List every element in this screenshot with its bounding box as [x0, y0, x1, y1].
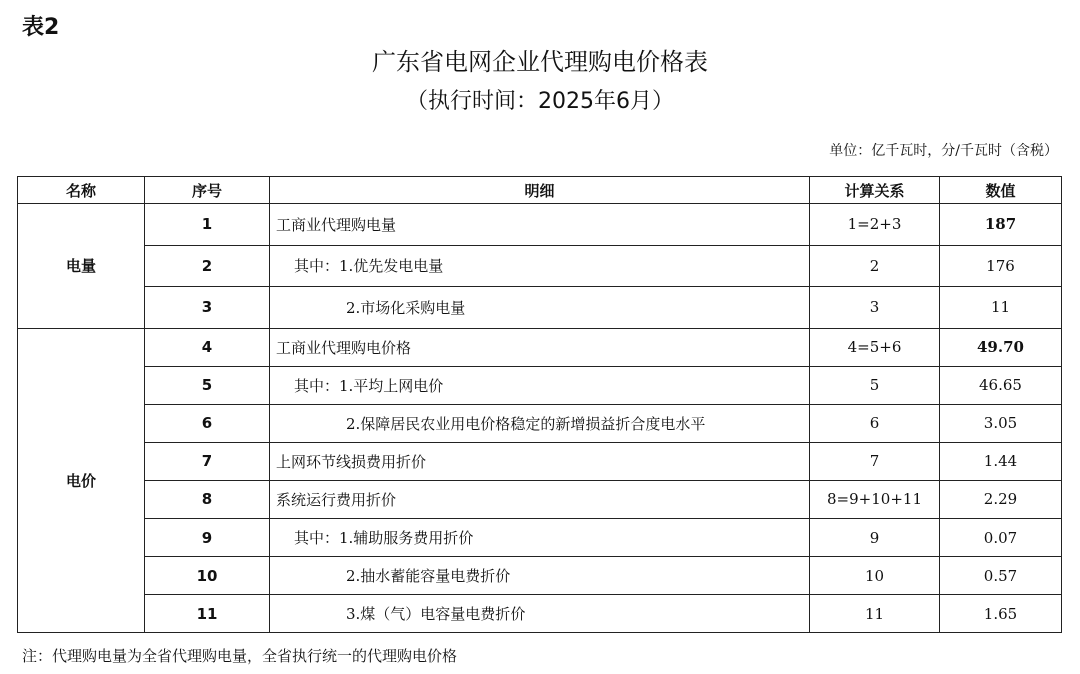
group-label-electricity: 电量	[18, 204, 145, 329]
row-detail: 工商业代理购电量	[270, 204, 810, 246]
table-row	[18, 557, 1062, 595]
table-row	[18, 595, 1062, 633]
row-calc: 5	[810, 366, 940, 404]
table-row	[18, 204, 1062, 246]
table-row	[18, 328, 1062, 366]
row-detail: 其中：1.辅助服务费用折价	[270, 518, 810, 556]
row-calc: 9	[810, 518, 940, 556]
table-row	[18, 245, 1062, 287]
page-subtitle: （执行时间：2025年6月）	[406, 89, 674, 114]
price-table	[17, 176, 1062, 633]
row-seq: 10	[145, 557, 270, 595]
row-seq: 5	[145, 366, 270, 404]
row-value: 2.29	[940, 480, 1062, 518]
row-seq: 1	[145, 204, 270, 246]
row-detail: 2.市场化采购电量	[270, 287, 810, 329]
table-row	[18, 287, 1062, 329]
row-seq: 2	[145, 245, 270, 287]
table-row	[18, 366, 1062, 404]
table-header-row	[18, 177, 1062, 204]
row-seq: 3	[145, 287, 270, 329]
row-value: 11	[940, 287, 1062, 329]
row-calc: 4=5+6	[810, 328, 940, 366]
row-seq: 4	[145, 328, 270, 366]
column-header-seq: 序号	[145, 177, 270, 204]
row-seq: 9	[145, 518, 270, 556]
row-detail: 其中：1.优先发电电量	[270, 245, 810, 287]
row-detail: 系统运行费用折价	[270, 480, 810, 518]
column-header-name: 名称	[18, 177, 145, 204]
group-label-price: 电价	[18, 328, 145, 633]
row-seq: 11	[145, 595, 270, 633]
column-header-value: 数值	[940, 177, 1062, 204]
row-value: 3.05	[940, 404, 1062, 442]
row-calc: 7	[810, 442, 940, 480]
row-value: 49.70	[940, 328, 1062, 366]
row-calc: 2	[810, 245, 940, 287]
row-detail: 上网环节线损费用折价	[270, 442, 810, 480]
row-calc: 3	[810, 287, 940, 329]
row-calc: 8=9+10+11	[810, 480, 940, 518]
page-title: 广东省电网企业代理购电价格表	[372, 48, 708, 76]
row-value: 0.07	[940, 518, 1062, 556]
row-calc: 6	[810, 404, 940, 442]
row-detail: 其中：1.平均上网电价	[270, 366, 810, 404]
row-calc: 11	[810, 595, 940, 633]
table-row	[18, 480, 1062, 518]
row-seq: 6	[145, 404, 270, 442]
unit-note: 单位：亿千瓦时，分/千瓦时（含税）	[829, 143, 1058, 159]
row-detail: 2.抽水蓄能容量电费折价	[270, 557, 810, 595]
row-calc: 1=2+3	[810, 204, 940, 246]
row-value: 0.57	[940, 557, 1062, 595]
row-detail: 2.保障居民农业用电价格稳定的新增损益折合度电水平	[270, 404, 810, 442]
row-value: 1.44	[940, 442, 1062, 480]
column-header-calc: 计算关系	[810, 177, 940, 204]
row-detail: 3.煤（气）电容量电费折价	[270, 595, 810, 633]
row-value: 176	[940, 245, 1062, 287]
row-calc: 10	[810, 557, 940, 595]
table-row	[18, 404, 1062, 442]
row-value: 187	[940, 204, 1062, 246]
row-detail: 工商业代理购电价格	[270, 328, 810, 366]
row-seq: 8	[145, 480, 270, 518]
row-value: 1.65	[940, 595, 1062, 633]
row-seq: 7	[145, 442, 270, 480]
row-value: 46.65	[940, 366, 1062, 404]
table-row	[18, 518, 1062, 556]
table-row	[18, 442, 1062, 480]
footnote: 注：代理购电量为全省代理购电量，全省执行统一的代理购电价格	[22, 647, 458, 665]
column-header-detail: 明细	[270, 177, 810, 204]
table-number-label: 表2	[22, 15, 60, 40]
